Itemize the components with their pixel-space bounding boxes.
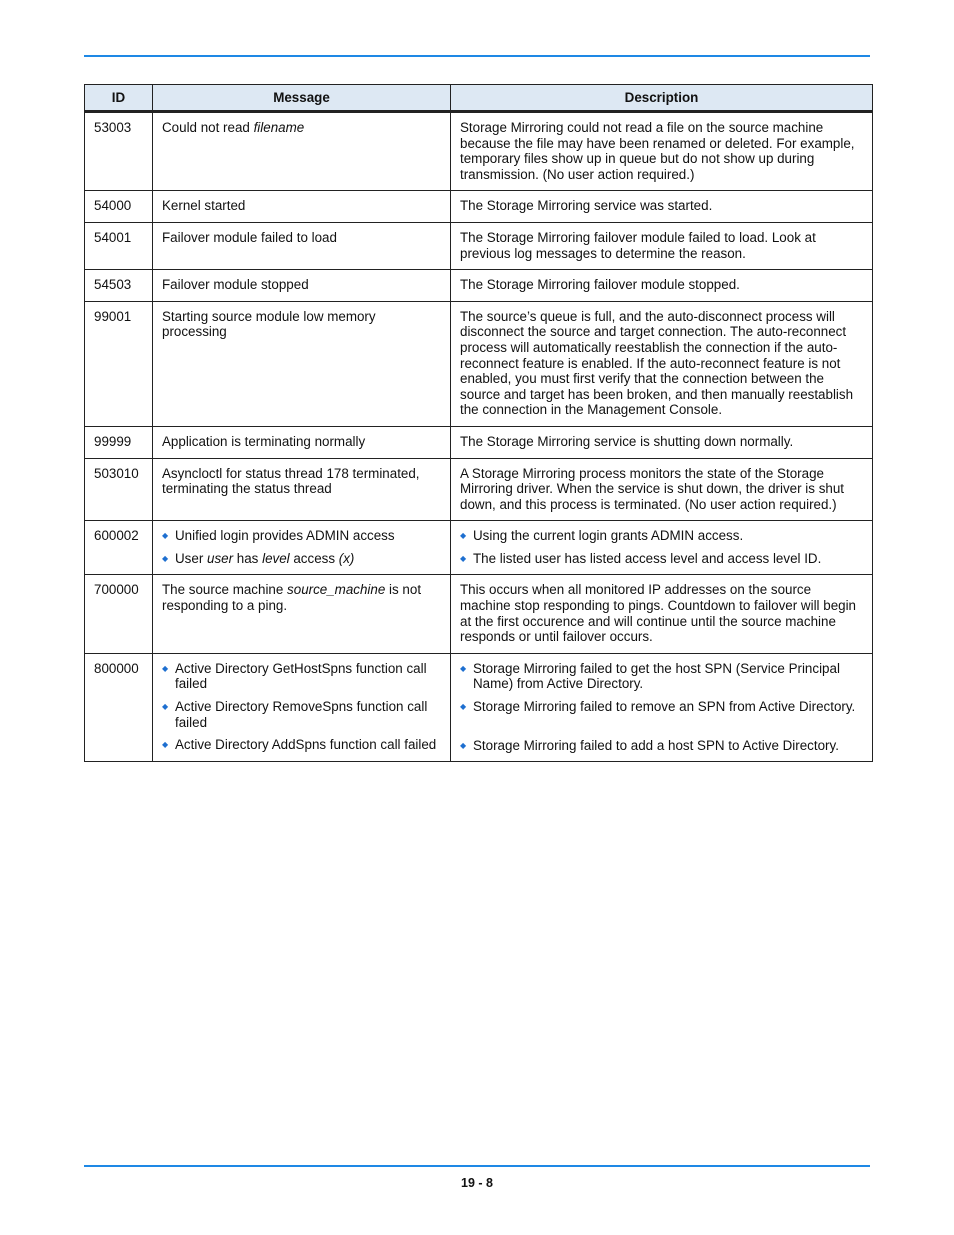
- cell-id: 503010: [85, 458, 153, 521]
- cell-id: 99001: [85, 301, 153, 426]
- cell-description: The Storage Mirroring failover module stopped.: [451, 270, 873, 302]
- column-header-description: Description: [451, 85, 873, 112]
- cell-description: [451, 521, 873, 575]
- table-row: [85, 222, 873, 269]
- cell-description: Storage Mirroring could not read a file on the source machine because the file may have been renamed or deleted. For example, temporary files show up in queue but do not show up during transmission. (No user action required.): [451, 112, 873, 191]
- table-row: [85, 521, 873, 575]
- list-item: ◆ User user has level access (x): [162, 551, 441, 567]
- cell-message: Starting source module low memory processing: [153, 301, 451, 426]
- cell-id: 54000: [85, 191, 153, 223]
- list-item: ◆ Storage Mirroring failed to remove an SPN from Active Directory.: [460, 699, 863, 715]
- bullet-list: [460, 528, 863, 566]
- bullet-list: [460, 661, 863, 753]
- bullet-list: [162, 528, 441, 566]
- table-row: [85, 270, 873, 302]
- column-header-message: Message: [153, 85, 451, 112]
- cell-message: Could not read filename: [153, 112, 451, 191]
- table-row: [85, 426, 873, 458]
- list-item: ◆ Active Directory AddSpns function call failed: [162, 737, 441, 753]
- cell-id: 700000: [85, 575, 153, 653]
- footer-rule: [84, 1165, 870, 1167]
- list-item: ◆ Storage Mirroring failed to get the host SPN (Service Principal Name) from Active Directory.: [460, 661, 863, 692]
- table-header-row: [85, 85, 873, 112]
- cell-id: 800000: [85, 653, 153, 761]
- list-item: ◆ Active Directory RemoveSpns function call failed: [162, 699, 441, 730]
- list-item: ◆ Using the current login grants ADMIN access.: [460, 528, 863, 544]
- cell-id: 600002: [85, 521, 153, 575]
- cell-message: Failover module failed to load: [153, 222, 451, 269]
- cell-id: 54001: [85, 222, 153, 269]
- cell-description: The Storage Mirroring service was started.: [451, 191, 873, 223]
- cell-message: The source machine source_machine is not responding to a ping.: [153, 575, 451, 653]
- cell-description: The source’s queue is full, and the auto-disconnect process will disconnect the source and target connection. The auto-reconnect process will automatically reestablish the connection if the auto-reconnect feature is enabled. If the auto-reconnect feature is not enabled, you must first verify that the connection between the source and target has been broken, and then manually reestablish the connection in the Management Console.: [451, 301, 873, 426]
- message-table: [84, 84, 873, 762]
- cell-message: [153, 521, 451, 575]
- cell-message: Failover module stopped: [153, 270, 451, 302]
- column-header-id: ID: [85, 85, 153, 112]
- page-number: 19 - 8: [461, 1176, 493, 1190]
- cell-description: The Storage Mirroring service is shutting down normally.: [451, 426, 873, 458]
- cell-description: [451, 653, 873, 761]
- cell-id: 99999: [85, 426, 153, 458]
- cell-message: Asyncloctl for status thread 178 terminated, terminating the status thread: [153, 458, 451, 521]
- list-item: ◆ The listed user has listed access level and access level ID.: [460, 551, 863, 567]
- table-row: [85, 458, 873, 521]
- cell-message: [153, 653, 451, 761]
- list-item: ◆ Storage Mirroring failed to add a host SPN to Active Directory.: [460, 738, 863, 754]
- cell-message: Kernel started: [153, 191, 451, 223]
- bullet-list: [162, 661, 441, 753]
- header-rule: [84, 55, 870, 57]
- table-row: [85, 575, 873, 653]
- cell-description: A Storage Mirroring process monitors the state of the Storage Mirroring driver. When the service is shut down, the driver is shut down, and this process is terminated. (No user action required.): [451, 458, 873, 521]
- list-item: ◆ Active Directory GetHostSpns function call failed: [162, 661, 441, 692]
- cell-id: 54503: [85, 270, 153, 302]
- table-row: [85, 112, 873, 191]
- table-row: [85, 653, 873, 761]
- list-item: ◆ Unified login provides ADMIN access: [162, 528, 441, 544]
- table-row: [85, 301, 873, 426]
- cell-description: This occurs when all monitored IP addresses on the source machine stop responding to pings. Countdown to failover will begin at the first occurence and will continue until the source machine responds or until failover occurs.: [451, 575, 873, 653]
- cell-message: Application is terminating normally: [153, 426, 451, 458]
- cell-id: 53003: [85, 112, 153, 191]
- table-row: [85, 191, 873, 223]
- cell-description: The Storage Mirroring failover module failed to load. Look at previous log messages to determine the reason.: [451, 222, 873, 269]
